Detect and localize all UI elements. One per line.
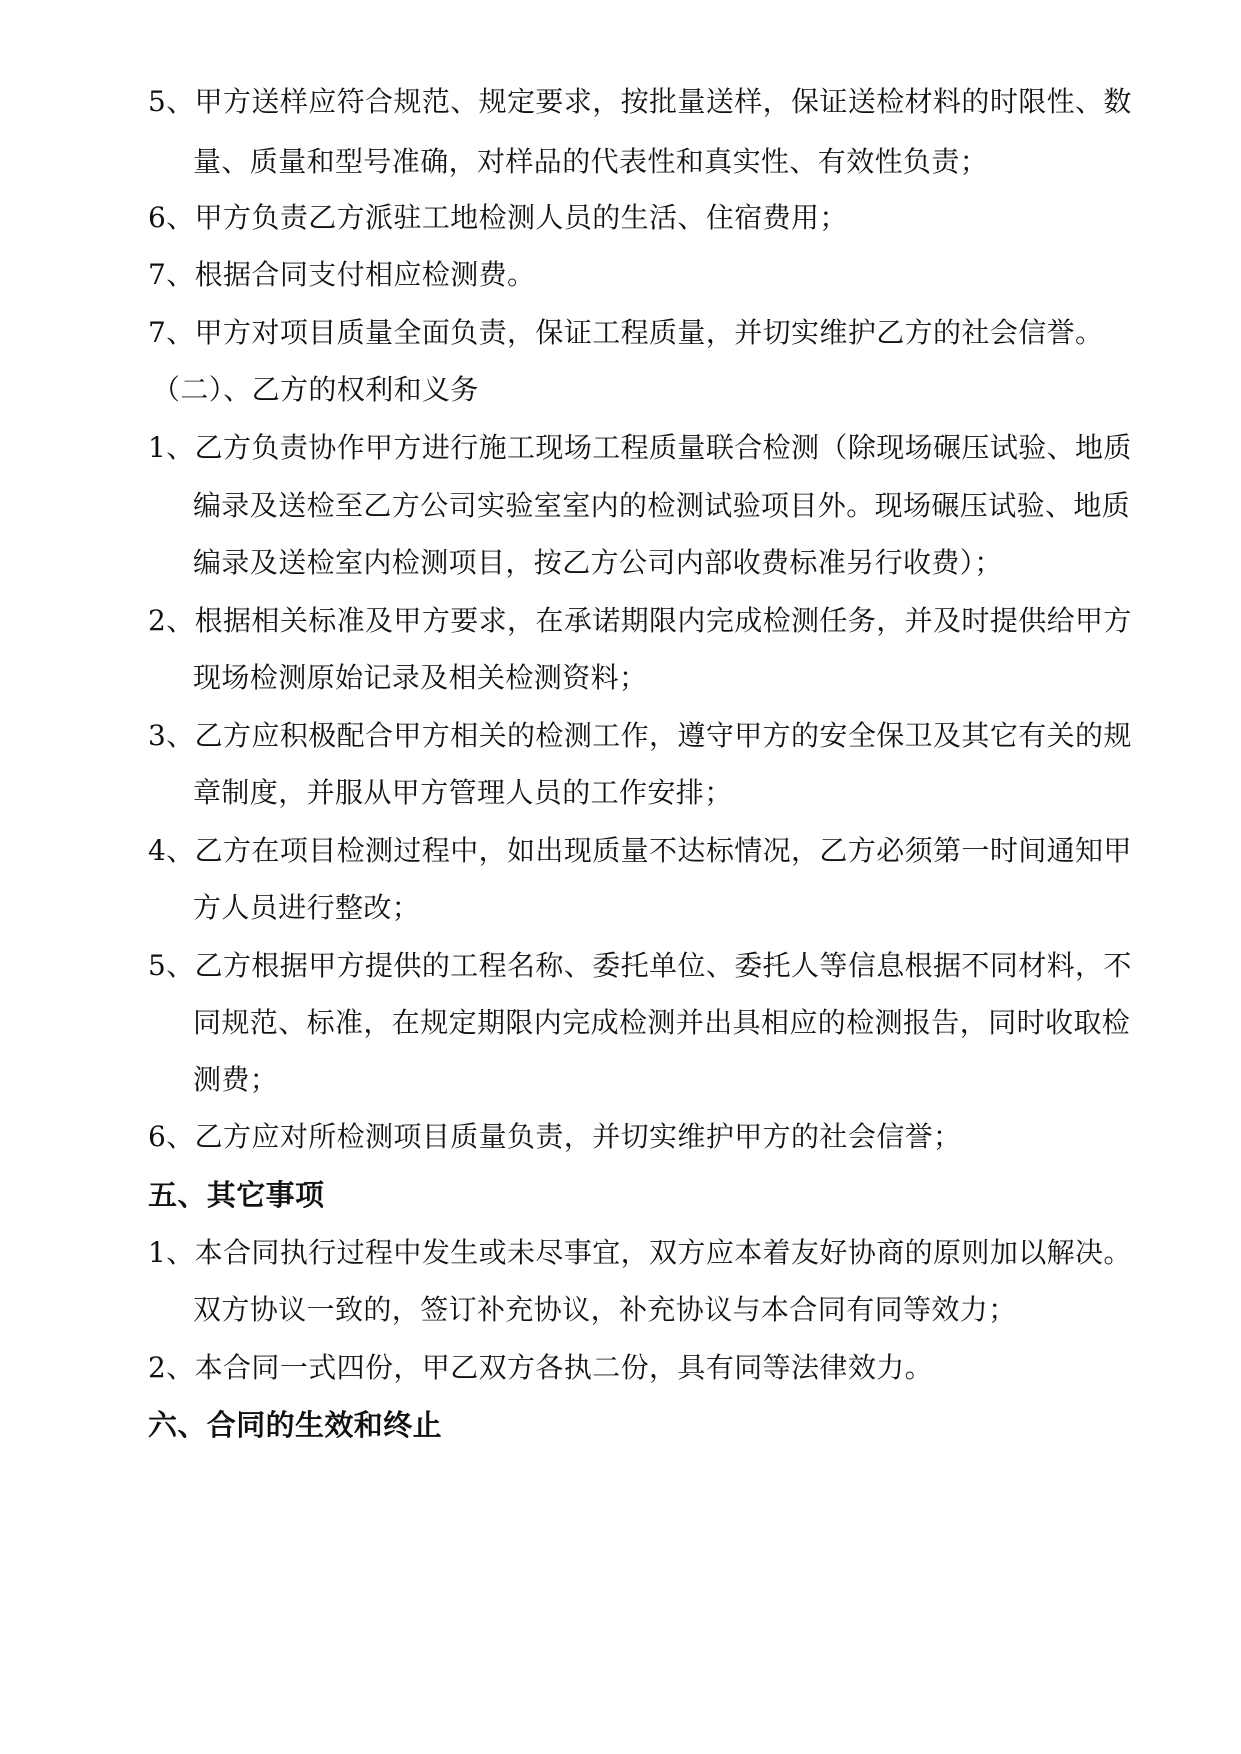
text-line-b1: 1、乙方负责协作甲方进行施工现场工程质量联合检测（除现场碾压试验、地质: [148, 431, 1132, 464]
text-line-a5-cont: 量、质量和型号准确，对样品的代表性和真实性、有效性负责；: [193, 145, 989, 178]
text-line-b5-cont1: 同规范、标准，在规定期限内完成检测并出具相应的检测报告，同时收取检: [193, 1006, 1131, 1039]
text-line-b2-cont: 现场检测原始记录及相关检测资料；: [193, 661, 648, 694]
text-line-b5-cont2: 测费；: [193, 1063, 279, 1096]
text-line-c1-cont: 双方协议一致的，签订补充协议，补充协议与本合同有同等效力；: [193, 1293, 1017, 1326]
text-line-b6: 6、乙方应对所检测项目质量负责，并切实维护甲方的社会信誉；: [148, 1120, 962, 1153]
subsection-heading-party-b: （二）、乙方的权利和义务: [152, 373, 479, 406]
text-line-a6: 6、甲方负责乙方派驻工地检测人员的生活、住宿费用；: [148, 201, 848, 234]
text-line-a7: 7、根据合同支付相应检测费。: [148, 258, 536, 291]
text-line-b1-cont1: 编录及送检至乙方公司实验室室内的检测试验项目外。现场碾压试验、地质: [193, 489, 1131, 522]
text-line-c1: 1、本合同执行过程中发生或未尽事宜，双方应本着友好协商的原则加以解决。: [148, 1236, 1132, 1269]
section-heading-6: 六、合同的生效和终止: [148, 1408, 443, 1442]
text-line-b5: 5、乙方根据甲方提供的工程名称、委托单位、委托人等信息根据不同材料，不: [148, 949, 1132, 982]
text-line-b4: 4、乙方在项目检测过程中，如出现质量不达标情况，乙方必须第一时间通知甲: [148, 834, 1132, 867]
text-line-b1-cont2: 编录及送检室内检测项目，按乙方公司内部收费标准另行收费）；: [193, 546, 1003, 579]
text-line-b2: 2、根据相关标准及甲方要求，在承诺期限内完成检测任务，并及时提供给甲方: [148, 604, 1132, 637]
text-line-a5: 5、甲方送样应符合规范、规定要求，按批量送样，保证送检材料的时限性、数: [148, 85, 1132, 118]
text-line-b3-cont: 章制度，并服从甲方管理人员的工作安排；: [193, 776, 733, 809]
text-line-b4-cont: 方人员进行整改；: [193, 891, 421, 924]
text-line-c2: 2、本合同一式四份，甲乙双方各执二份，具有同等法律效力。: [148, 1351, 934, 1384]
section-heading-5: 五、其它事项: [148, 1178, 325, 1212]
text-line-b3: 3、乙方应积极配合甲方相关的检测工作，遵守甲方的安全保卫及其它有关的规: [148, 719, 1132, 752]
text-line-a7b: 7、甲方对项目质量全面负责，保证工程质量，并切实维护乙方的社会信誉。: [148, 316, 1104, 349]
